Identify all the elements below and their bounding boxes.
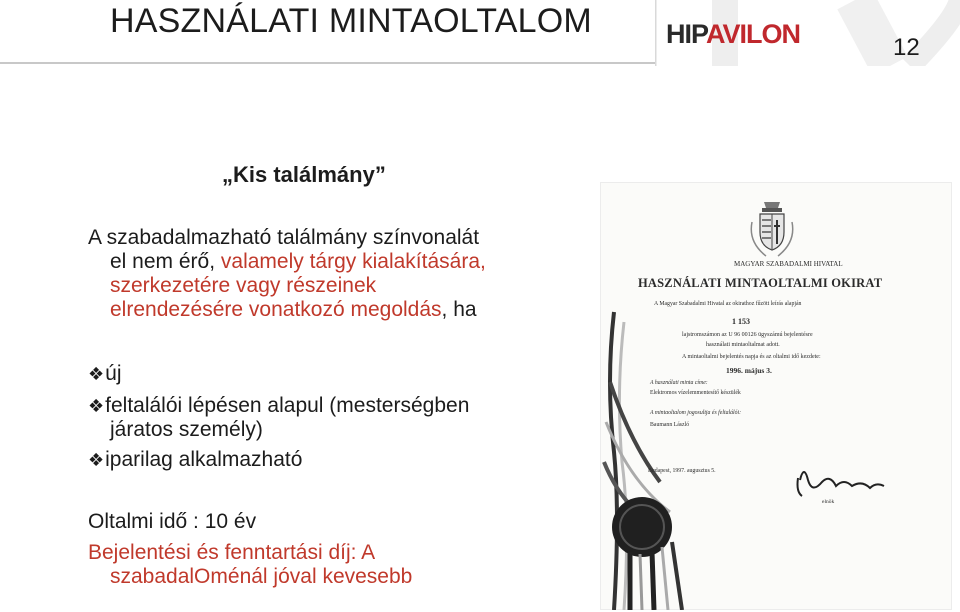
definition-line-2-red: valamely tárgy kialakítására, [215, 250, 486, 273]
definition-line-4-dark: , ha [441, 298, 477, 321]
signature [800, 472, 884, 488]
hipavilon-logo [666, 19, 800, 50]
definition-line-4 [110, 298, 477, 322]
doc-signature-role: elnök [822, 499, 835, 505]
doc-reg-line2: használati mintaoltalmat adott. [706, 342, 780, 348]
bullet-text: iparilag alkalmazható [105, 448, 303, 471]
page-number: 12 [893, 34, 920, 61]
logo-part-avilon: AVILON [706, 19, 801, 49]
page-title: HASZNÁLATI MINTAOLTALOM [110, 2, 592, 40]
diamond-star-bullet-icon: ❖ [88, 450, 105, 470]
header-divider [0, 62, 655, 64]
definition-line-2-dark: el nem érő, [110, 250, 216, 273]
doc-model-label: A használati minta címe: [650, 380, 708, 386]
doc-intro: A Magyar Szabadalmi Hivatal az okirathoz fűzött leírás alapján [654, 301, 802, 307]
certificate-drawing [600, 182, 952, 610]
diamond-star-bullet-icon: ❖ [88, 364, 105, 384]
doc-title: HASZNÁLATI MINTAOLTALMI OKIRAT [638, 276, 883, 290]
certificate-image [600, 182, 952, 610]
doc-model-title: Elektromos vízelemmentesítő készülék [650, 390, 741, 396]
definition-line-4-red: elrendezésére vonatkozó megoldás [110, 298, 442, 321]
bullet-text: feltalálói lépésen alapul (mesterségben [105, 394, 470, 417]
bullet-item-industrial [88, 448, 302, 472]
bullet-item-new [88, 362, 122, 386]
doc-date: 1996. május 3. [726, 366, 772, 375]
definition-line-1: A szabadalmazható találmány színvonalát [88, 226, 480, 249]
doc-date-intro: A mintaoltalmi bejelentés napja és az oltalmi idő kezdete: [682, 354, 821, 360]
bullet-text: új [105, 362, 122, 385]
definition-line-2 [110, 250, 486, 274]
logo-part-hip: HIP [666, 19, 707, 49]
diamond-star-bullet-icon: ❖ [88, 396, 105, 416]
ribbon-seal [604, 312, 670, 610]
doc-office: MAGYAR SZABADALMI HIVATAL [734, 260, 843, 268]
definition-line-3: szerkezetére vagy részeinek [110, 274, 377, 297]
doc-holder: Baumann László [650, 422, 690, 428]
bullet-continuation: járatos személy) [110, 418, 263, 441]
bullet-item-inventive-step [88, 394, 469, 418]
doc-number: 1 153 [732, 317, 750, 326]
doc-reg-line1: lajstromszámon az U 96 00126 ügyszámú bejelentésre [682, 332, 813, 338]
fees-line-1: Bejelentési és fenntartási díj: A [88, 541, 376, 564]
fees-line-2: szabadalOménál jóval kevesebb [110, 565, 413, 588]
section-subtitle: „Kis találmány” [222, 162, 386, 187]
coat-of-arms-icon [751, 202, 792, 256]
doc-holder-label: A mintaoltalom jogosultja és feltalálói: [650, 410, 742, 416]
protection-period: Oltalmi idő : 10 év [88, 510, 257, 533]
doc-place-date: Budapest, 1997. augusztus 5. [648, 468, 716, 474]
